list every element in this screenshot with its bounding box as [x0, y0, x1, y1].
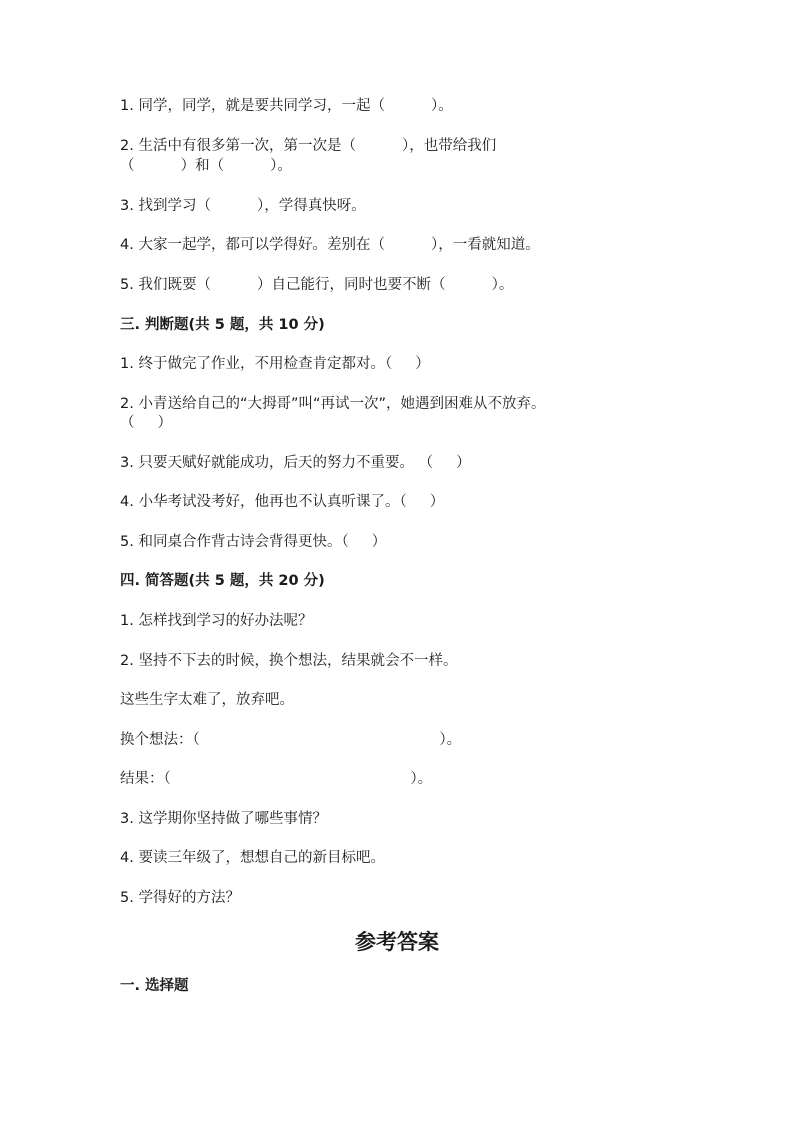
fill-item-1: 1. 同学，同学，就是要共同学习，一起（ ）。 [120, 98, 453, 114]
short-item-2-prompt: 这些生字太难了，放弃吧。 [120, 692, 294, 708]
short-item-1: 1. 怎样找到学习的好办法呢？ [120, 613, 313, 629]
judge-item-2: 2. 小青送给自己的“大拇哥”叫“再试一次”，她遇到困难从不放弃。 [120, 396, 546, 412]
short-item-2-result: 结果：（ ）。 [120, 771, 433, 787]
short-item-2-rethink: 换个想法：（ ）。 [120, 732, 462, 748]
fill-item-3: 3. 找到学习（ ），学得真快呀。 [120, 198, 366, 214]
judge-item-4: 4. 小华考试没考好，他再也不认真听课了。（ ） [120, 494, 445, 510]
judge-item-3: 3. 只要天赋好就能成功，后天的努力不重要。 （ ） [120, 455, 471, 471]
short-item-3: 3. 这学期你坚持做了哪些事情？ [120, 811, 327, 827]
fill-item-2: 2. 生活中有很多第一次，第一次是（ ），也带给我们 [120, 138, 497, 154]
judge-item-1: 1. 终于做完了作业，不用检查肯定都对。（ ） [120, 356, 430, 372]
judge-item-2-cont: （ ） [120, 415, 173, 431]
short-item-5: 5. 学得好的方法？ [120, 890, 240, 906]
judge-item-5: 5. 和同桌合作背古诗会背得更快。（ ） [120, 534, 387, 550]
fill-item-4: 4. 大家一起学，都可以学得好。差别在（ ），一看就知道。 [120, 237, 540, 253]
fill-item-2-cont: （ ）和（ ）。 [120, 158, 292, 174]
section-3-heading: 三. 判断题(共 5 题，共 10 分) [120, 317, 325, 333]
short-item-2: 2. 坚持不下去的时候，换个想法，结果就会不一样。 [120, 653, 458, 669]
section-4-heading: 四. 简答题(共 5 题，共 20 分) [120, 573, 325, 589]
short-item-4: 4. 要读三年级了，想想自己的新目标吧。 [120, 850, 385, 866]
fill-item-5: 5. 我们既要（ ）自己能行，同时也要不断（ ）。 [120, 277, 514, 293]
answer-key-title: 参考答案 [355, 929, 439, 954]
answer-section-1-heading: 一. 选择题 [120, 978, 189, 994]
